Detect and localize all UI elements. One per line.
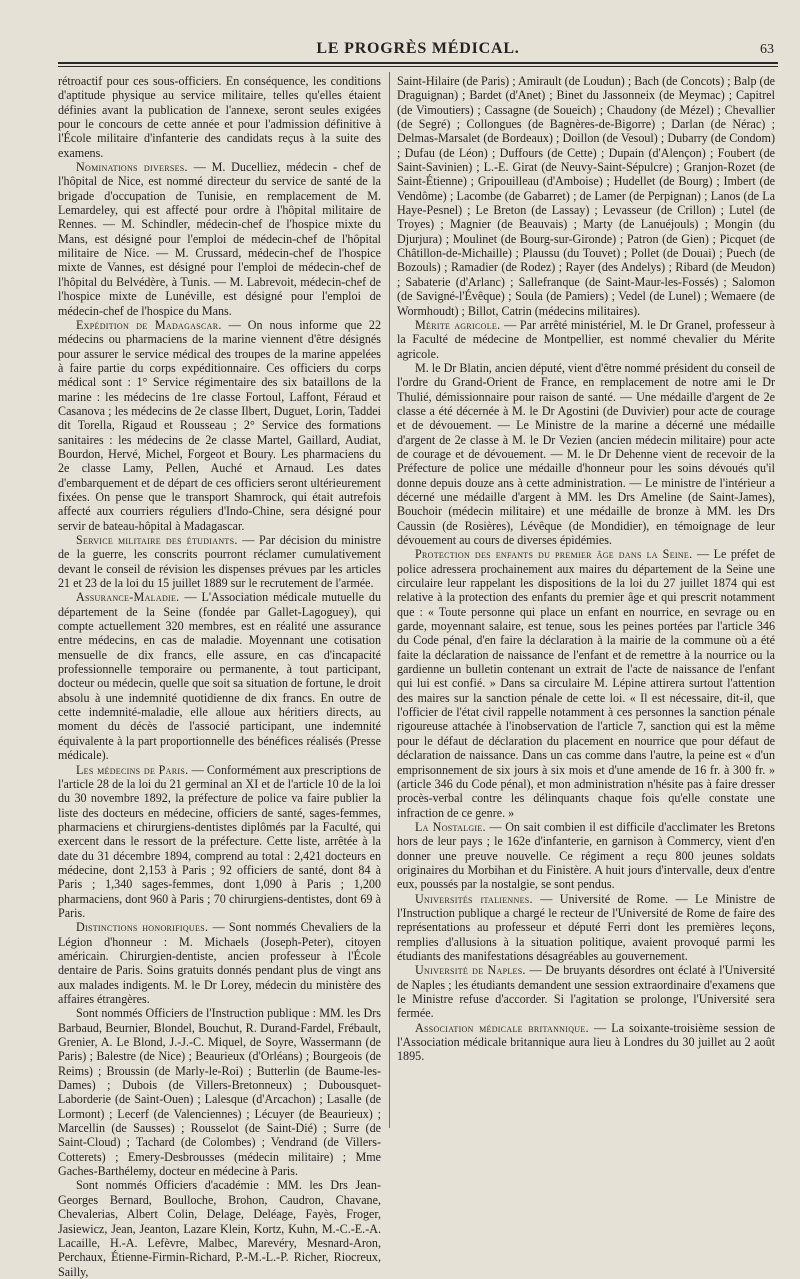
article-heading: Service militaire des étudiants. [76,533,238,547]
article-paragraph [397,361,775,547]
article-text: — M. Ducelliez, médecin - chef de l'hôpital de Nice, est nommé directeur du service de santé de la brigade d'occupation de Tunisie, en remplacement de M. Lemardeley, qui est affecté pour ordre à l'hôpital militaire de Rennes. — M. Schindler, médecin-chef de l'hospice mixte du Mans, est désigné pour l'emploi de médecin-chef de l'hôpital militaire de Nice. — M. Crussard, médecin-chef de l'hospice mixte de Vannes, est désigné pour l'emploi de médecin-chef de l'hôpital du Belvédère, à Tunis. — M. Labrevoit, médecin-chef de l'hospice mixte de Lunéville, est désigné pour l'emploi de médecin-chef de l'hospice du Mans. [58,160,381,318]
article-text: — On sait combien il est difficile d'acclimater les Bretons hors de leur pays ; le 162e d'infanterie, en garnison à Commercy, vient d'en donner une preuve nouvelle. Ce régiment a reçu 800 jeunes soldats originaires du Morbihan et du Finistère. A huit jours d'intervalle, deux d'entre eux, poussés par la nostalgie, se sont pendus. [397,819,776,892]
article-text: — Par décision du ministre de la guerre, les conscrits pourront réclamer cumulativement devant le conseil de révision les dispenses prévues par les articles 21 et 23 de la loi du 15 juillet 1889 sur le recrutement de l'armée. [58,533,381,591]
article-paragraph [58,74,381,160]
article-heading: Universités italiennes. [415,891,533,906]
article-paragraph [397,1021,775,1064]
article-text: — De bruyants désordres ont éclaté à l'Université de Naples ; les étudiants demandent une session extraordinaire d'examens que le Ministre refuse d'accorder. Si l'agitation se prolonge, l'Université sera fermée. [397,963,775,1021]
page-number: 63 [760,42,774,57]
article-text: M. le Dr Blatin, ancien député, vient d'être nommé président du conseil de l'ordre du Grand-Orient de France, en remplacement de notre ami le Dr Thulié, démissionnaire pour raison de santé. — Une médaille d'argent de 2e classe a été décernée à M. le Dr Agostini (de Duvivier) pour acte de courage et de dévouement. — Le Ministre de la marine a décerné une médaille d'argent de 2e classe à M. le Dr Vezien (ancien médecin militaire) pour acte de courage et de dévouement. — M. le Dr Dehenne vient de recevoir de la Préfecture de police une médaille d'honneur pour les soins dévoués qu'il donne depuis douze ans à cette administration. — Le ministre de l'intérieur a décerné une médaille d'argent à MM. les Drs Ameline (de Saint-James), Bouchoir (médecin militaire) et une médaille de bronze à MM. les Drs Caussin (de Rosières), Lévêque (de Mondidier), en témoignage de leur dévouement au cours de diverses épidémies. [397,360,775,547]
article-heading: Distinctions honorifiques. [76,920,209,935]
article-paragraph [58,533,381,590]
article-heading: Protection des enfants du premier âge dans la Seine. [415,547,693,562]
article-paragraph [58,1006,381,1178]
article-heading: Association médicale britannique. [415,1020,589,1035]
article-heading: Assurance-Maladie. [76,590,180,605]
header-rule-thick [58,62,778,64]
article-paragraph [58,920,381,1006]
page-header [58,40,778,60]
article-paragraph [58,1178,381,1278]
article-text: — Par arrêté ministériel, M. le Dr Granel, professeur à la Faculté de médecine de Montpellier, est nommé chevalier du Mérite agricole. [397,317,775,361]
article-heading: La Nostalgie. [415,819,486,834]
article-paragraph [397,74,775,318]
article-heading: Nominations diverses. [76,160,188,175]
article-heading: Mérite agricole. [415,317,501,332]
running-title: LE PROGRÈS MÉDICAL. [316,40,520,57]
article-paragraph [58,318,381,533]
article-text: — Sont nommés Chevaliers de la Légion d'honneur : M. Michaels (Joseph-Peter), citoyen américain. Chirurgien-dentiste, ancien professeur à l'École dentaire de Paris. Soins gratuits donnés pendant plus de vingt ans aux malades indigents. M. le Dr Lorey, médecin du ministère des affaires étrangères. [58,920,382,1006]
article-heading: Expédition de Madagascar. [76,317,222,332]
article-paragraph [397,892,775,964]
article-paragraph [397,318,775,361]
article-paragraph [58,590,381,762]
article-text: — Le préfet de police adressera prochainement aux maires du département de la Seine une circulaire leur rappelant les dispositions de la loi du 27 juillet 1874 qui est relative à la protection des enfants du premier âge et qui prescrit notamment que : « Toute personne qui place un enfant en nourrice, en sevrage ou en garde, moyennant salaire, est tenue, sous les peines portées par l'article 346 du Code pénal, d'en faire la déclaration à la mairie de la commune où a été faite la déclaration de naissance de l'enfant et de remettre à la nourrice ou la gardienne un bulletin contenant un extrait de l'acte de naissance de l'enfant qui lui est confié. » Dans sa circulaire M. Lépine attirera surtout l'attention des maires sur la sanction pénale de cette loi. « Il est nécessaire, dit-il, que l'officier de l'état civil rappelle notamment à ces personnes la sanction pénale rigoureuse attachée à l'inobservation de l'article 7, sanction qui est la même pour le défaut de déclaration du placement en nourrice que pour défaut de déclaration de naissance. Dans un cas comme dans l'autre, la peine est « d'un emprisonnement de six jours à six mois et d'une amende de 16 fr. à 300 fr. » (article 346 du Code pénal), et mon administration n'hésite pas à faire dresser procès-verbal contre les délinquants chaque fois qu'elle constate une infraction de ce genre. » [397,547,775,820]
article-paragraph [397,547,775,820]
left-column [58,74,382,1279]
article-text: — La soixante-troisième session de l'Association médicale britannique aura lieu à Londres du 30 juillet au 2 août 1895. [397,1020,775,1064]
article-paragraph [58,160,381,318]
article-heading: Les médecins de Paris. [76,762,189,777]
header-rule-thin [58,66,778,67]
article-heading: Université de Naples. [415,963,526,978]
article-paragraph [397,963,775,1020]
right-column [397,74,775,1132]
article-text: — On nous informe que 22 médecins ou pharmaciens de la marine viennent d'être désignés pour assurer le service médical des troupes de la marine appelées à faire partie du corps expéditionnaire. Ces officiers du corps médical sont : 1° Service régimentaire des six bataillons de la marine : les médecins de 1re classe Fortoul, Laffont, Féraud et Casanova ; les médecins de 2e classe Ilbert, Duguet, Lorin, Taddei dit Torella, Rigaud et Rousseau ; 2° Service des formations sanitaires : les médecins de 2e classe Martel, Gaillard, Audiat, Bourdon, Hervé, Michel, Forgeot et Boury. Les pharmaciens du 2e classe Lamy, Pellen, Auché et Arnaud. Les dates d'embarquement et de départ de ces officiers seront ultérieurement fixées. On pense que le transport Shamrock, qui était autrefois affecté aux courriers réguliers d'Indo-Chine, sera désigné pour servir de bateau-hôpital à Madagascar. [58,317,381,533]
article-paragraph [397,820,775,892]
article-paragraph [58,763,381,921]
article-text: Sont nommés Officiers de l'Instruction publique : MM. les Drs Barbaud, Beurnier, Blondel, Bouchut, R. Durand-Fardel, Frébault, Grenier, A. Le Blond, J.-J.-C. Miquel, de Soyre, Wassermann (de Paris) ; Balestre (de Nice) ; Beaurieux (d'Orléans) ; Bourgeois (de Reims) ; Broussin (de Marly-le-Roi) ; Butterlin (de Baume-les-Dames) ; Dubois (de Villers-Bretonneux) ; Dubousquet-Laborderie (de Saint-Ouen) ; Lalesque (d'Arcachon) ; Lasalle (de Lormont) ; Lecerf (de Valenciennes) ; Lécuyer (de Beaurieux) ; Marcellin (de Sausses) ; Rousselot (de Saint-Dié) ; Surre (de Saint-Cloud) ; Tachard (de Colombes) ; Vendrand (de Villers-Cotterets) ; Emery-Desbrousses (médecin militaire) ; Mme Gaches-Barthélemy, docteur en médecine à Paris. [58,1006,381,1179]
article-text: rétroactif pour ces sous-officiers. En conséquence, les conditions d'aptitude physique au service militaire, telles qu'elles étaient définies avant la publication de l'annexe, seront seules exigées pour le concours de cette année et pour l'admission définitive à l'École militaire d'infanterie des candidats reçus à la suite des examens. [58,74,381,160]
article-text: Sont nommés Officiers d'académie : MM. les Drs Jean-Georges Bernard, Boulloche, Brohon, Caudron, Chavane, Chevalerias, Albert Colin, Delage, Deléage, Fayès, Froger, Jasiewicz, Jean, Jeanton, Lazare Klein, Kortz, Kuhn, M.-C.-E.-A. Lacaille, H.-A. Lefèvre, Malbec, Marevéry, Mesnard-Aron, Perchaux, Étienne-Firmin-Richard, P.-M.-L.-P. Richer, Riocreux, Sailly, [58,1178,381,1279]
article-text: — Conformément aux prescriptions de l'article 28 de la loi du 21 germinal an XI et de l'article 10 de la loi du 30 novembre 1892, la préfecture de police va faire publier la liste des docteurs en médecine, officiers de santé, sages-femmes, pharmaciens et chirurgiens-dentistes diplômés par la Faculté, qui exercent dans le ressort de la préfecture. Cette liste, arrêtée à la date du 31 décembre 1894, comprend au total : 2,421 docteurs en médecine, dont 2,153 à Paris ; 92 officiers de santé, dont 84 à Paris ; 1,340 sages-femmes, dont 1,090 à Paris ; 1,200 pharmaciens, dont 960 à Paris ; 70 chirurgiens-dentistes, dont 69 à Paris. [58,762,381,920]
article-text: Saint-Hilaire (de Paris) ; Amirault (de Loudun) ; Bach (de Concots) ; Balp (de Draguignan) ; Bardet (d'Anet) ; Binet du Jassonneix (de Meymac) ; Capitrel (de Vimoutiers) ; Cassagne (de Soueich) ; Chaudony (de Mézel) ; Chevallier (de Segré) ; Collongues (de Bagnères-de-Bigorre) ; Darlan (de Nérac) ; Delmas-Marsalet (de Bordeaux) ; Doillon (de Vesoul) ; Dubarry (de Condom) ; Dufau (de Léon) ; Duffours (de Cette) ; Dupain (d'Alençon) ; Foubert (de Saint-Savinien) ; L.-E. Girat (de Neuvy-Saint-Sépulcre) ; Granjon-Rozet (de Saint-Étienne) ; Gripouilleau (d'Amboise) ; Hudellet (de Bourg) ; Imbert (de Vendôme) ; Lacombe (de Gabarret) ; de Lamer (de Perpignan) ; Lanos (de La Haye-Pesnel) ; Le Breton (de Lassay) ; Levasseur (de Crillon) ; Lutel (de Troyes) ; Magnier (de Beauvais) ; Marty (de Lanuéjouls) ; Mongin (du Djurjura) ; Moulinet (de Bourg-sur-Gironde) ; Patron (de Gien) ; Picquet (de Châtillon-de-Michaille) ; Plaussu (du Touvet) ; Pollet (de Douai) ; Puech (de Bozouls) ; Ramadier (de Rodez) ; Rayer (des Andelys) ; Ribard (de Meudon) ; Sabaterie (d'Arlanc) ; Sallefranque (de Saint-Maur-les-Fossés) ; Salomon (de Savigné-l'Évêque) ; Soula (de Pamiers) ; Vedel (de Lunel) ; Wemaere (de Wormhoudt) ; Billot, Catrin (médecins militaires). [397,74,775,318]
article-text: — L'Association médicale mutuelle du département de la Seine (fondée par Gallet-Lagoguey), qui compte actuellement 320 membres, est en réalité une assurance entre médecins, en cas de maladie. Moyennant une cotisation mensuelle de dix francs, elle assure, en cas d'incapacité professionnelle temporaire ou permanente, à tout participant, docteur ou médecin, quelle que soit sa situation de fortune, le droit absolu à une indemnité quotidienne de dix francs. En outre de cette indemnité-maladie, elle alloue aux héritiers directs, au moment du décès de l'associé participant, une indemnité équivalente à la part proportionnelle des bénéfices réalisés (Presse médicale). [58,590,381,763]
article-text: — Université de Rome. — Le Ministre de l'Instruction publique a chargé le recteur de l'Université de Rome de faire des représentations au professeur et député Ferri dont les premières leçons, remplies d'allusions à la situation politique, avaient provoqué parmi les étudiants des manifestations désagréables au gouvernement. [397,891,775,963]
column-divider [389,72,390,1128]
